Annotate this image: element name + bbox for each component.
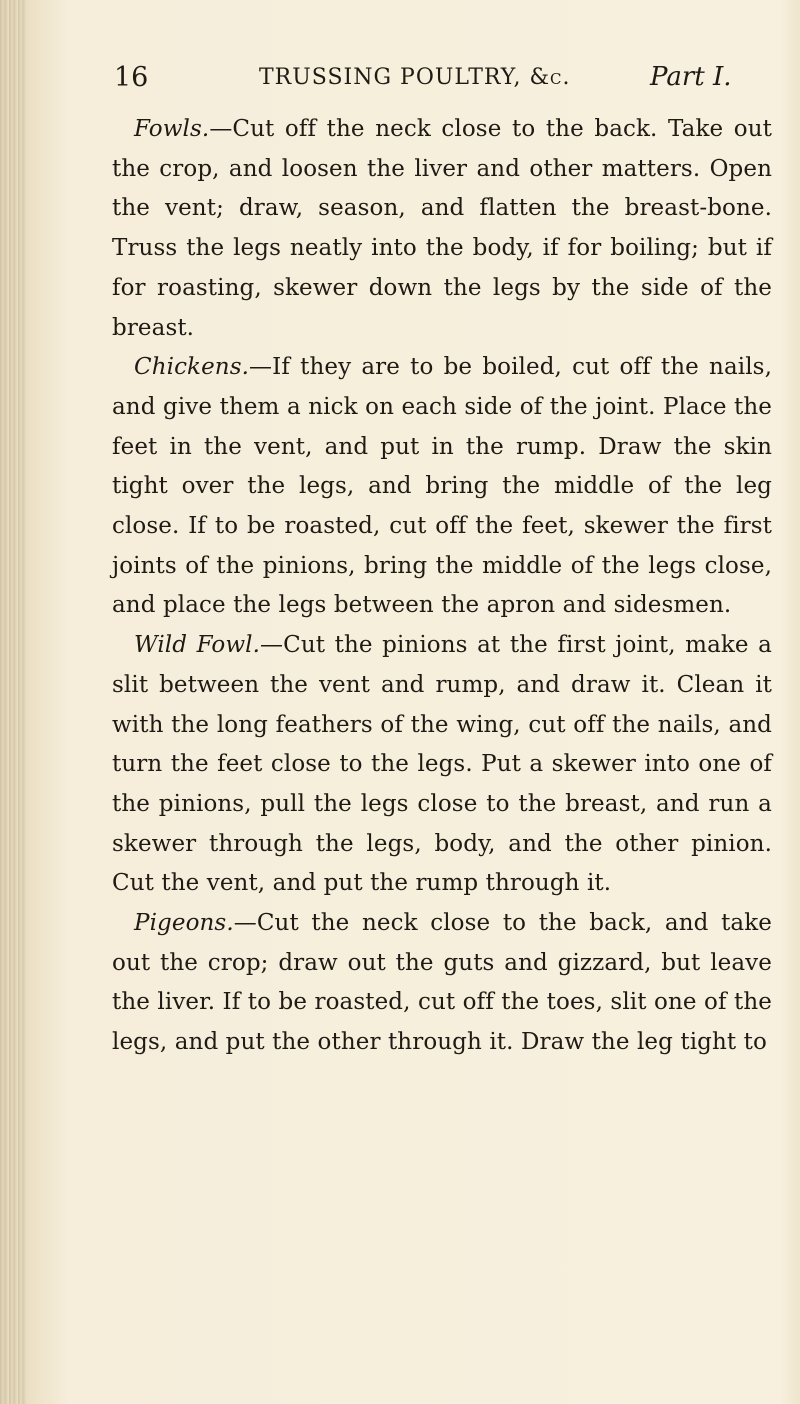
running-title: TRUSSING POULTRY, &c.: [259, 65, 571, 90]
paragraph-text: —If they are to be boiled, cut off the nails, and give them a nick on each side of the joint. Place the feet in the vent, and put in the rump. Draw the skin tight over the legs, and bring the middle of the leg close. If to be roasted, cut off the feet, skewer the first joints of the pinions, bring the middle of the legs close, and place the legs between the apron and sidesmen.: [112, 354, 772, 619]
paragraph-fowls: [112, 110, 772, 348]
paragraph-pigeons: [112, 904, 772, 1063]
paragraph-text: —Cut the pinions at the first joint, make a slit between the vent and rump, and draw it. Clean it with the long feathers of the wing, cut off the nails, and turn the feet close to the legs. Put a skewer into one of the pinions, pull the legs close to the breast, and run a skewer through the legs, body, and the other pinion. Cut the vent, and put the rump through it.: [112, 632, 772, 897]
body-text: [112, 110, 772, 1063]
paragraph-wild-fowl: [112, 626, 772, 904]
paragraph-heading: Wild Fowl.: [134, 632, 261, 659]
running-head: [114, 62, 764, 102]
paragraph-text: —Cut off the neck close to the back. Take out the crop, and loosen the liver and other matters. Open the vent; draw, season, and flatten the breast-bone. Truss the legs neatly into the body, if for boiling; but if for roasting, skewer down the legs by the side of the breast.: [112, 116, 772, 341]
paragraph-heading: Chickens.: [134, 354, 250, 381]
page-gutter: [0, 0, 26, 1404]
paragraph-chickens: [112, 348, 772, 626]
page-number: 16: [114, 62, 149, 93]
paragraph-heading: Pigeons.: [134, 910, 234, 937]
paragraph-heading: Fowls.: [134, 116, 210, 142]
part-label: Part I.: [650, 62, 732, 92]
paragraph-text: —Cut the neck close to the back, and take out the crop; draw out the guts and gizzard, but leave the liver. If to be roasted, cut off the toes, slit one of the legs, and put the other through it. Draw the leg tight to: [112, 910, 772, 1056]
